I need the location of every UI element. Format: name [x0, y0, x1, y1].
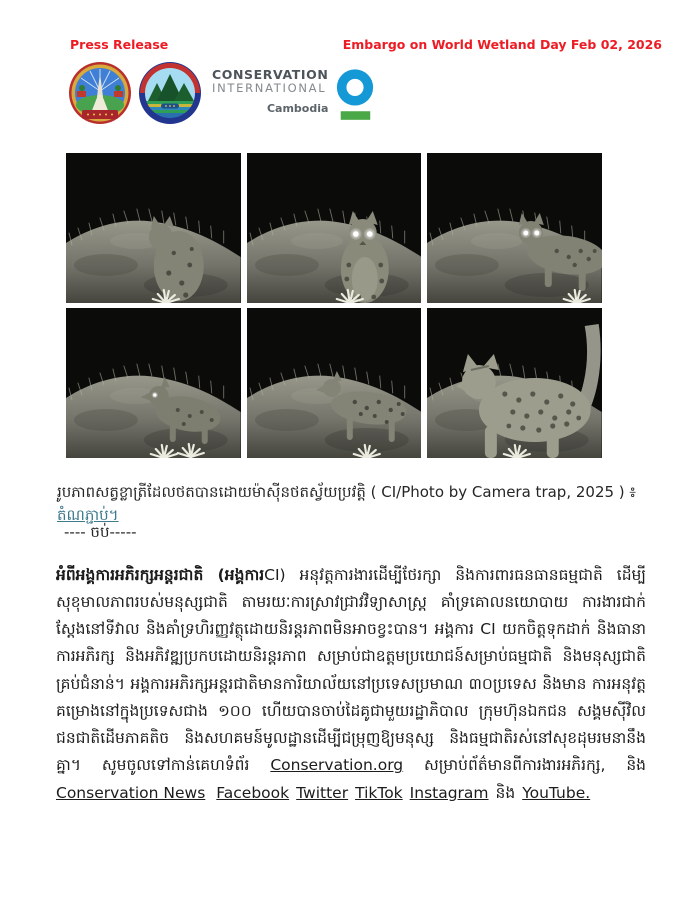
- conservation-international-logo: [212, 62, 375, 124]
- about-heading-ci: CI): [264, 565, 300, 584]
- press-release-label: Press Release: [70, 37, 169, 52]
- link-twitter[interactable]: Twitter: [296, 783, 349, 802]
- about-conjunction: និង: [495, 783, 516, 802]
- ci-ring-icon: [335, 68, 375, 124]
- photo-caption: [57, 481, 649, 526]
- caption-text: រូបភាពសត្វខ្លាត្រីដែលថតបានដោយម៉ាស៊ីនថតស្វ័យប្រវត្តិ ( CI/Photo by Camera trap, 2025 ) ៖: [57, 483, 637, 501]
- link-youtube[interactable]: YouTube.: [522, 783, 591, 802]
- camera-trap-photo-grid: [66, 153, 602, 458]
- embargo-label: Embargo on World Wetland Day Feb 02, 2026: [342, 37, 662, 52]
- about-paragraph: [56, 562, 646, 807]
- government-agriculture-seal-logo: [68, 61, 132, 125]
- about-heading: អំពីអង្គការអភិរក្សអន្តរជាតិ (អង្គការ: [56, 565, 265, 584]
- logo-row: [68, 61, 375, 125]
- camera-trap-photo-1: [66, 153, 241, 303]
- camera-trap-photo-2: [247, 153, 422, 303]
- camera-trap-photo-5: [247, 308, 422, 458]
- end-marker: ---- ចប់-----: [64, 523, 137, 541]
- camera-trap-photo-6: [427, 308, 602, 458]
- about-body-2: សម្រាប់ព័ត៌មានពីការងារអភិរក្ស, និង: [403, 756, 646, 775]
- ci-wordmark-line2: INTERNATIONAL: [212, 81, 327, 96]
- camera-trap-photo-3: [427, 153, 602, 303]
- link-conservation-news[interactable]: Conservation News: [56, 783, 206, 802]
- ci-region-label: Cambodia: [266, 101, 329, 115]
- ci-green-bar-icon: [341, 111, 371, 120]
- link-instagram[interactable]: Instagram: [409, 783, 489, 802]
- link-facebook[interactable]: Facebook: [216, 783, 290, 802]
- ci-wordmark-line1: CONSERVATION: [212, 67, 329, 82]
- about-body-1: អនុវត្តការងារដើម្បីថែរក្សា និងការពារធនធានធម្មជាតិ ដើម្បីសុខុមាលភាពរបស់មនុស្សជាតិ តាមរយៈការស្រាវជ្រាវវិទ្យាសាស្ត្រ គាំទ្រគោលនយោបាយ ការងារជាក់ស្តែងនៅទីវាល និងគាំទ្រហិរញ្ញវត្ថុដោយនិរន្តរភាពមិនអាចខ្វះបាន។ អង្គការ CI យកចិត្តទុកដាក់ និងធានាការអភិរក្ស និងអភិវឌ្ឍប្រកបដោយនិរន្តរភាព សម្រាប់ជាឧត្តមប្រយោជន៍សម្រាប់ធម្មជាតិ និងមនុស្សជាតិគ្រប់ជំនាន់។ អង្គការអភិរក្សអន្តរជាតិមានការិយាល័យនៅប្រទេសប្រមាណ ៣០ប្រទេស និងមាន ការអនុវត្តគម្រោងនៅក្នុងប្រទេសជាង ១០០ ហើយបានចាប់ដៃគូជាមួយរដ្ឋាភិបាល ក្រុមហ៊ុនឯកជន សង្គមស៊ីវិល ជនជាតិដើមភាគតិច និងសហគមន៍មូលដ្ឋានដើម្បីជម្រុញឱ្យមនុស្ស និងធម្មជាតិរស់នៅសុខដុមរមនានឹងគ្នា។ សូមចូលទៅកាន់គេហទំព័រ: [56, 565, 646, 775]
- government-environment-seal-logo: [138, 61, 202, 125]
- link-conservation-org[interactable]: Conservation.org: [270, 756, 404, 775]
- link-tiktok[interactable]: TikTok: [355, 783, 403, 802]
- caption-source-link[interactable]: តំណភ្ជាប់។: [57, 505, 119, 524]
- camera-trap-photo-4: [66, 308, 241, 458]
